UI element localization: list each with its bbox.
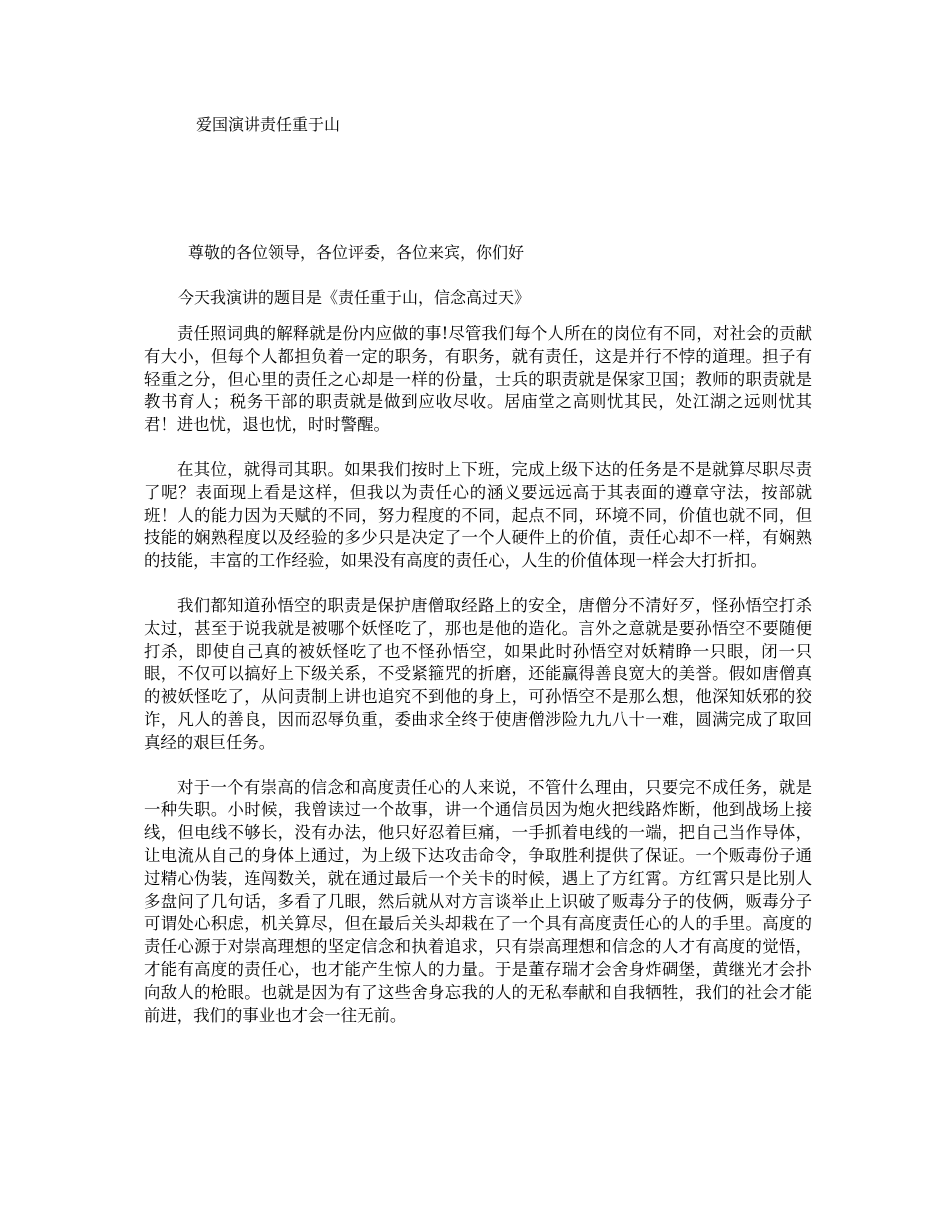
paragraph-2: 在其位，就得司其职。如果我们按时上下班，完成上级下达的任务是不是就算尽职尽责了呢？表面现上看是这样，但我以为责任心的涵义要远远高于其表面的遵章守法，按部就班！人的能力因为天赋的不同，努力程度的不同，起点不同，环境不同，价值也就不同，但技能的娴熟程度以及经验的多少只是决定了一个人硬件上的价值，责任心却不一样，有娴熟的技能，丰富的工作经验，如果没有高度的责任心，人生的价值体现一样会大打折扣。 — [144, 459, 812, 571]
paragraph-1: 责任照词典的解释就是份内应做的事!尽管我们每个人所在的岗位有不同，对社会的贡献有大小，但每个人都担负着一定的职务，有职务，就有责任，这是并行不悖的道理。担子有轻重之分，但心里的责任之心却是一样的份量，士兵的职责就是保家卫国；教师的职责就是教书育人；税务干部的职责就是做到应收尽收。居庙堂之高则忧其民，处江湖之远则忧其君！进也忧，退也忧，时时警醒。 — [144, 324, 812, 435]
document-title: 爱国演讲责任重于山 — [196, 115, 341, 134]
speech-topic: 今天我演讲的题目是《责任重于山，信念高过天》 — [178, 288, 531, 307]
paragraph-3: 我们都知道孙悟空的职责是保护唐僧取经路上的安全，唐僧分不清好歹，怪孙悟空打杀太过，甚至于说我就是被哪个妖怪吃了，那也是他的造化。言外之意就是要孙悟空不要随便打杀，即使自己真的被妖怪吃了也不怪孙悟空，如果此时孙悟空对妖精睁一只眼，闭一只眼，不仅可以搞好上下级关系，不受紧箍咒的折磨，还能赢得善良宽大的美誉。假如唐僧真的被妖怪吃了，从问责制上讲也追究不到他的身上，可孙悟空不是那么想，他深知妖邪的狡诈，凡人的善良，因而忍辱负重，委曲求全终于使唐僧涉险九九八十一难，圆满完成了取回真经的艰巨任务。 — [144, 595, 812, 752]
greeting-line: 尊敬的各位领导，各位评委，各位来宾，你们好 — [188, 243, 525, 262]
paragraph-4: 对于一个有崇高的信念和高度责任心的人来说，不管什么理由，只要完不成任务，就是一种失职。小时候，我曾读过一个故事，讲一个通信员因为炮火把线路炸断，他到战场上接线，但电线不够长，没有办法，他只好忍着巨痛，一手抓着电线的一端，把自己当作导体，让电流从自己的身体上通过，为上级下达攻击命令，争取胜利提供了保证。一个贩毒份子通过精心伪装，连闯数关，就在通过最后一个关卡的时候，遇上了方红霄。方红霄只是比别人多盘问了几句话，多看了几眼，然后就从对方言谈举止上识破了贩毒分子的伎俩，贩毒分子可谓处心积虑，机关算尽，但在最后关头却栽在了一个具有高度责任心的人的手里。高度的责任心源于对崇高理想的坚定信念和执着追求，只有崇高理想和信念的人才有高度的觉悟，才能有高度的责任心，也才能产生惊人的力量。于是董存瑞才会舍身炸碉堡，黄继光才会扑向敌人的枪眼。也就是因为有了这些舍身忘我的人的无私奉献和自我牺牲，我们的社会才能前进，我们的事业也才会一往无前。 — [144, 777, 812, 1025]
body-text — [144, 323, 812, 1049]
